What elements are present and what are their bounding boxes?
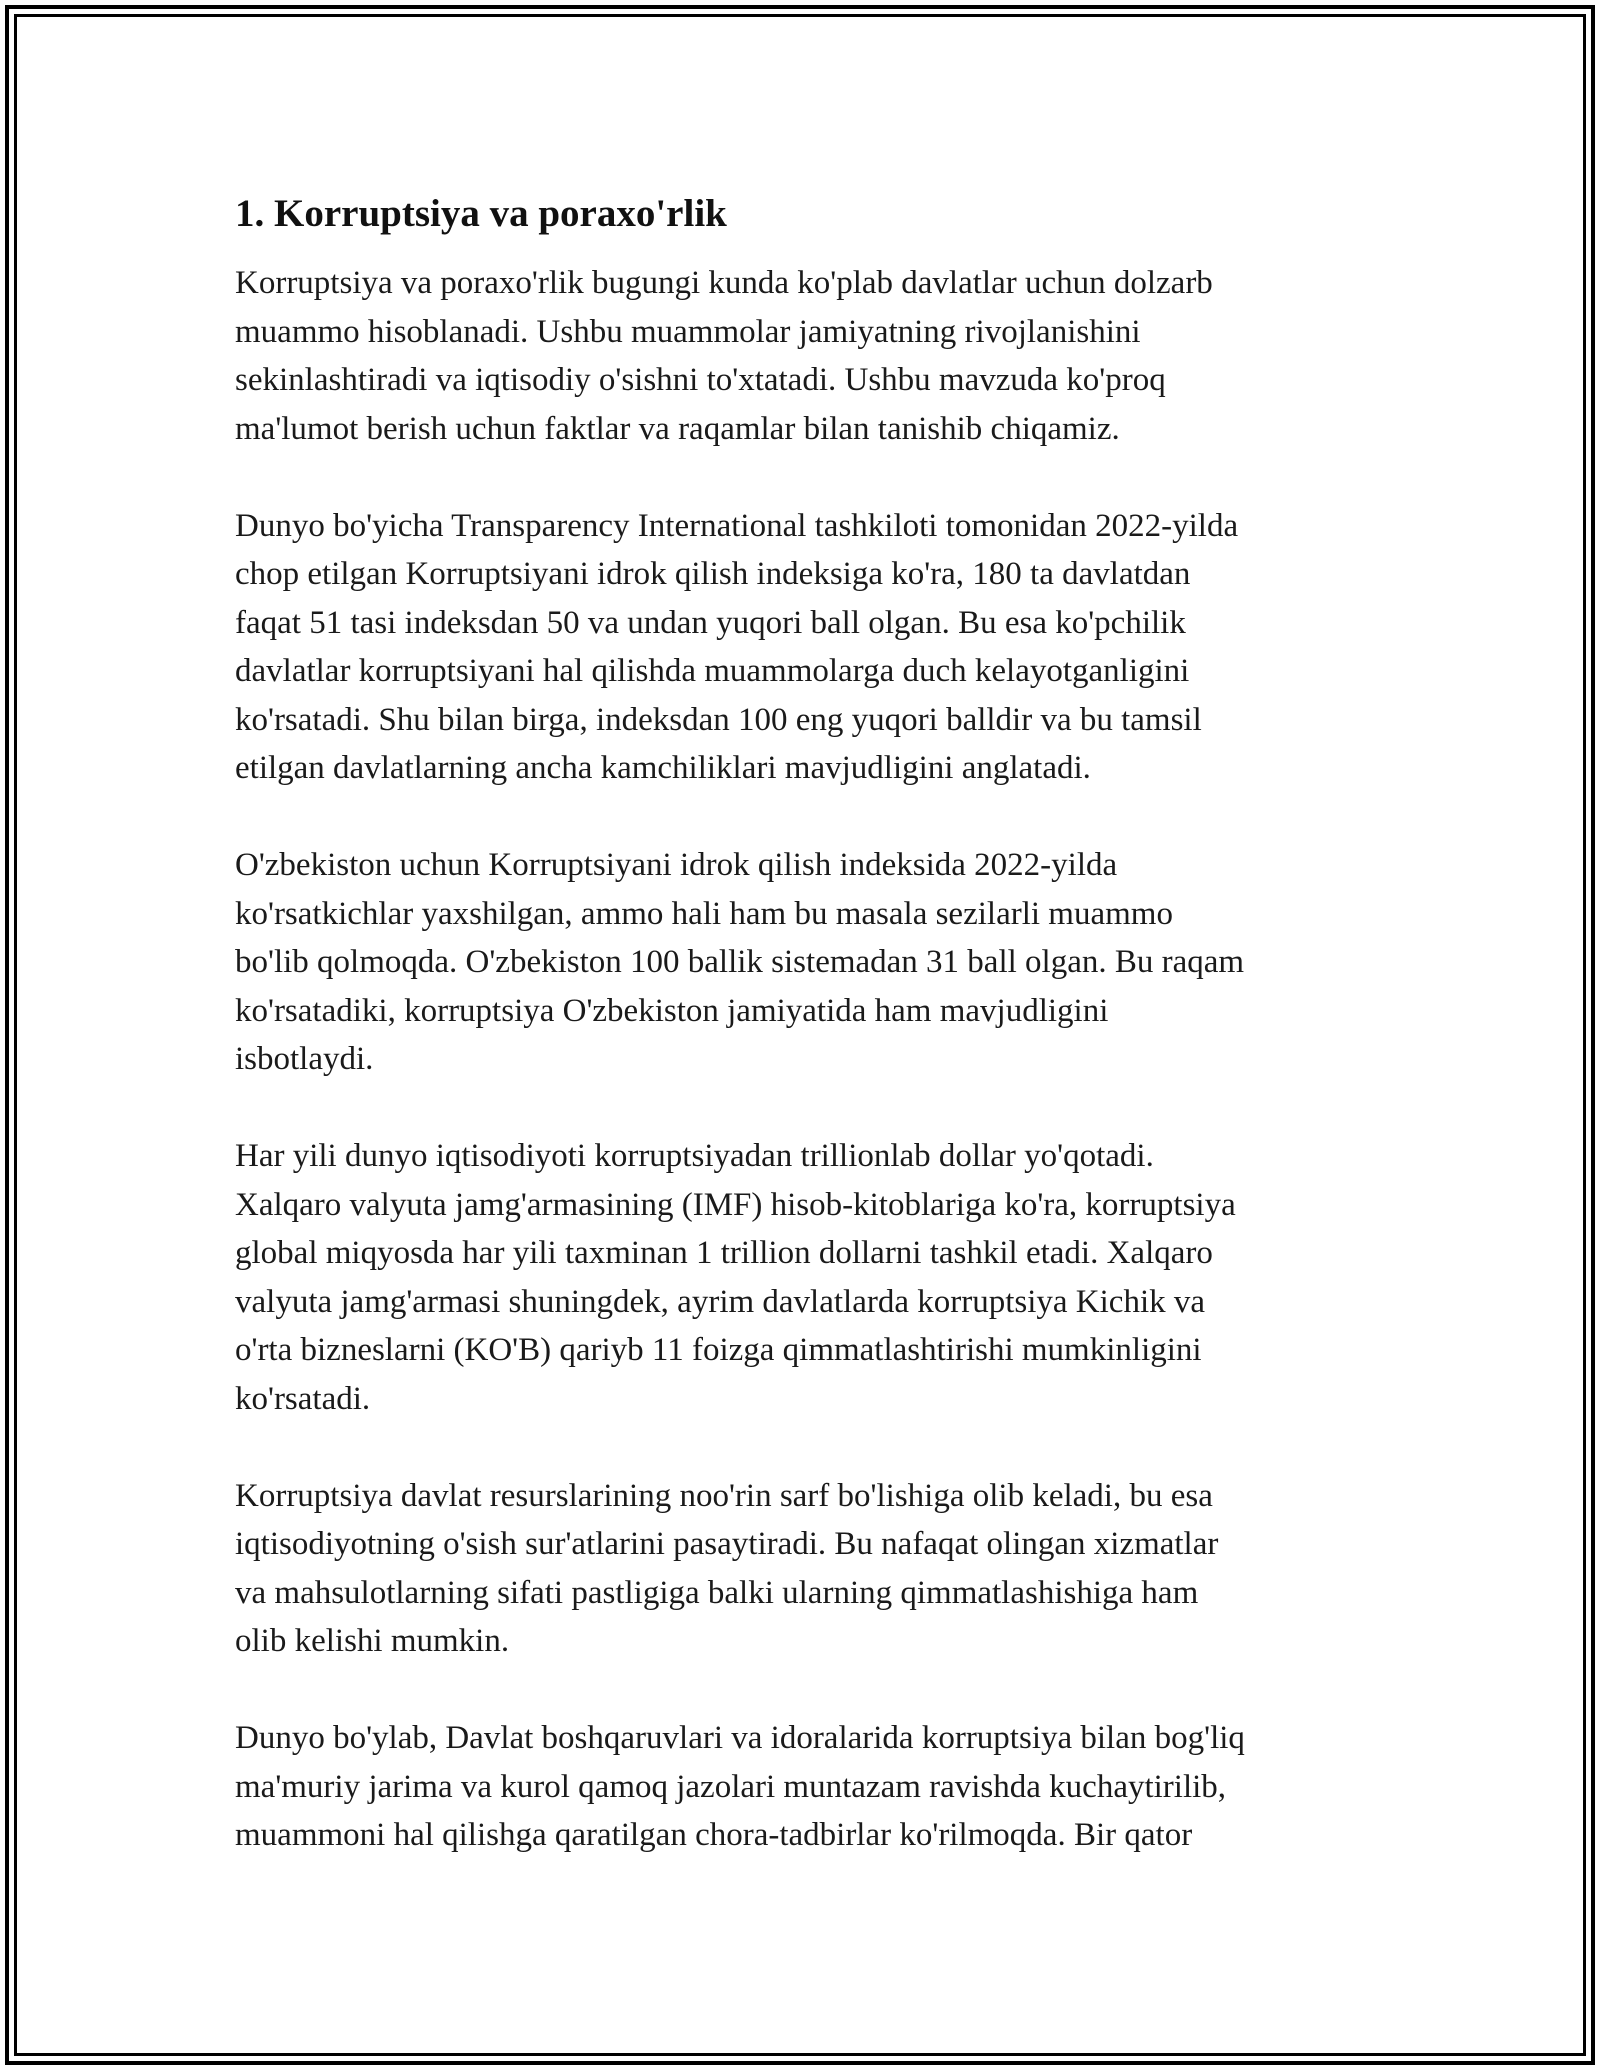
text-line: ko'rsatadi. bbox=[235, 1380, 371, 1417]
text-line: Har yili dunyo iqtisodiyoti korruptsiyadan trillionlab dollar yo'qotadi. bbox=[235, 1138, 1154, 1174]
text-line: isbotlaydi. bbox=[235, 1041, 374, 1077]
paragraph-3 bbox=[235, 841, 1370, 1084]
text-line: davlatlar korruptsiyani hal qilishda muammolarga duch kelayotganligini bbox=[235, 653, 1190, 689]
text-line: ma'muriy jarima va kurol qamoq jazolari muntazam ravishda kuchaytirilib, bbox=[235, 1768, 1227, 1805]
section-heading: 1. Korruptsiya va poraxo'rlik bbox=[235, 192, 727, 235]
text-line: Korruptsiya va poraxo'rlik bugungi kunda ko'plab davlatlar uchun dolzarb bbox=[235, 265, 1213, 301]
paragraph-2 bbox=[235, 502, 1370, 793]
text-line: olib kelishi mumkin. bbox=[235, 1623, 510, 1659]
text-line: bo'lib qolmoqda. O'zbekiston 100 ballik sistemadan 31 ball olgan. Bu raqam bbox=[235, 944, 1245, 980]
text-line: Xalqaro valyuta jamg'armasining (IMF) hisob-kitoblariga ko'ra, korruptsiya bbox=[235, 1186, 1236, 1223]
paragraph-6 bbox=[235, 1714, 1370, 1860]
text-line: ko'rsatadiki, korruptsiya O'zbekiston jamiyatida ham mavjudligini bbox=[235, 992, 1109, 1029]
paragraph-1 bbox=[235, 259, 1370, 453]
text-line: O'zbekiston uchun Korruptsiyani idrok qilish indeksida 2022-yilda bbox=[235, 847, 1118, 883]
text-line: global miqyosda har yili taxminan 1 trillion dollarni tashkil etadi. Xalqaro bbox=[235, 1235, 1213, 1271]
text-line: chop etilgan Korruptsiyani idrok qilish indeksiga ko'ra, 180 ta davlatdan bbox=[235, 556, 1191, 592]
document-body bbox=[235, 188, 1370, 1908]
text-line: Korruptsiya davlat resurslarining noo'rin sarf bo'lishiga olib keladi, bu esa bbox=[235, 1477, 1213, 1514]
text-line: Dunyo bo'yicha Transparency International tashkiloti tomonidan 2022-yilda bbox=[235, 507, 1239, 544]
text-line: muammoni hal qilishga qaratilgan chora-tadbirlar ko'rilmoqda. Bir qator bbox=[235, 1817, 1193, 1853]
text-line: o'rta bizneslarni (KO'B) qariyb 11 foizga qimmatlashtirishi mumkinligini bbox=[235, 1332, 1202, 1368]
paragraph-5 bbox=[235, 1472, 1370, 1666]
text-line: valyuta jamg'armasi shuningdek, ayrim davlatlarda korruptsiya Kichik va bbox=[235, 1283, 1206, 1320]
text-line: ma'lumot berish uchun faktlar va raqamlar bilan tanishib chiqamiz. bbox=[235, 410, 1120, 447]
text-line: iqtisodiyotning o'sish sur'atlarini pasaytiradi. Bu nafaqat olingan xizmatlar bbox=[235, 1526, 1219, 1562]
text-line: faqat 51 tasi indeksdan 50 va undan yuqori ball olgan. Bu esa ko'pchilik bbox=[235, 604, 1186, 641]
text-line: ko'rsatadi. Shu bilan birga, indeksdan 100 eng yuqori balldir va bu tamsil bbox=[235, 701, 1202, 738]
text-line: muammo hisoblanadi. Ushbu muammolar jamiyatning rivojlanishini bbox=[235, 313, 1141, 350]
text-line: etilgan davlatlarning ancha kamchiliklari mavjudligini anglatadi. bbox=[235, 750, 1091, 786]
paragraph-4 bbox=[235, 1132, 1370, 1423]
text-line: sekinlashtiradi va iqtisodiy o'sishni to'xtatadi. Ushbu mavzuda ko'proq bbox=[235, 362, 1166, 398]
text-line: Dunyo bo'ylab, Davlat boshqaruvlari va idoralarida korruptsiya bilan bog'liq bbox=[235, 1720, 1245, 1756]
text-line: ko'rsatkichlar yaxshilgan, ammo hali ham bu masala sezilarli muammo bbox=[235, 895, 1173, 932]
text-line: va mahsulotlarning sifati pastligiga balki ularning qimmatlashishiga ham bbox=[235, 1574, 1199, 1611]
